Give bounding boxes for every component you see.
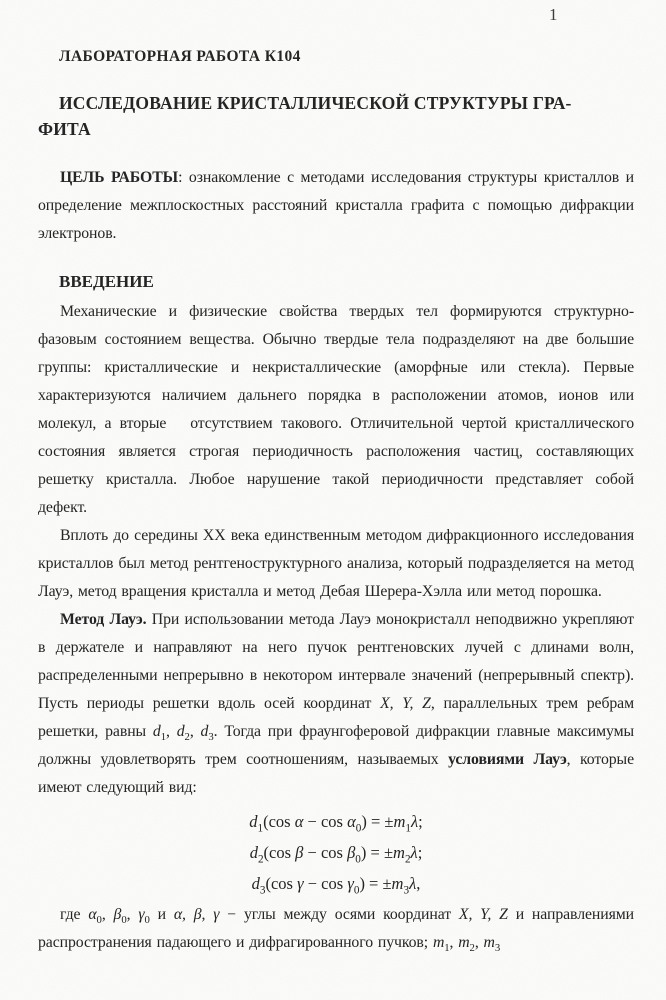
intro-paragraph-1: Механические и физические свойства твердых тел формируются структурно-фазовым состоянием вещества. Обычно твердые тела подразделяют на две большие группы: кристаллические и некристаллические (аморфные или стекла). Первые характеризуются наличием дальнего порядка в расположении атомов, ионов или молекул, а вторые отсутствием такового. Отличительной чертой кристаллического состояния является строгая периодичность расположения частиц, составляющих решетку кристалла. Любое нарушение такой периодичности представляет собой дефект. [38,303,634,516]
laue-conditions-equations [38,806,634,899]
method-laue-paragraph: Метод Лауэ. При использовании метода Лауэ монокристалл неподвижно укрепляют в держателе и направляют на него пучок рентгеновских лучей с длинами волн, распределенными непрерывно в некотором интервале значений (непрерывный спектр). Пусть периоды решетки вдоль осей координат X, Y, Z, параллельных трем ребрам решетки, равны $d_1$, $d_2$, $d_3$. Тогда при фраунгоферовой дифракции главные максимумы должны удовлетворять трем соотношениям, называемых условиями Лауэ, которые имеют следующий вид: [38,611,634,796]
main-title-line2: ФИТА [38,119,91,139]
intro-paragraph-2: Вплоть до середины XX века единственным методом дифракционного исследования кристаллов был метод рентгеноструктурного анализа, который подразделяется на метод Лауэ, метод вращения кристалла и метод Дебая Шерера-Хэлла или метод порошка. [38,527,634,600]
laue-equation-1: $d_1(\cos$ $\alpha - \cos \alpha_0) = \pm m_1\lambda$; [249,812,423,835]
lab-work-title: ЛАБОРАТОРНАЯ РАБОТА К104 [59,48,301,65]
laue-equation-2: $d_2(\cos$ $\beta - \cos \beta_0) = \pm m_2\lambda$; [249,843,423,866]
introduction-heading: ВВЕДЕНИЕ [59,272,154,291]
page-content [38,0,634,957]
goal-paragraph: ЦЕЛЬ РАБОТЫ: ознакомление с методами исследования структуры кристаллов и определение межплоскостных расстояний кристалла графита с помощью дифракции электронов. [38,169,635,242]
page-number: 1 [549,5,558,24]
laue-equation-3: $d_3(\cos$ $\gamma - \cos \gamma_0) = \pm m_3\lambda$, [251,874,421,897]
main-title-line1: ИССЛЕДОВАНИЕ КРИСТАЛЛИЧЕСКОЙ СТРУКТУРЫ ГРА- [59,93,572,113]
definitions-paragraph: где $\alpha_0$, $\beta_0$, $\gamma_0$ и α, β, γ − углы между осями координат X, Y, Z и направлениями распространения падающего и дифрагированного пучков; $m_1$, $m_2$, $m_3$ [38,906,635,955]
main-title [38,90,634,142]
